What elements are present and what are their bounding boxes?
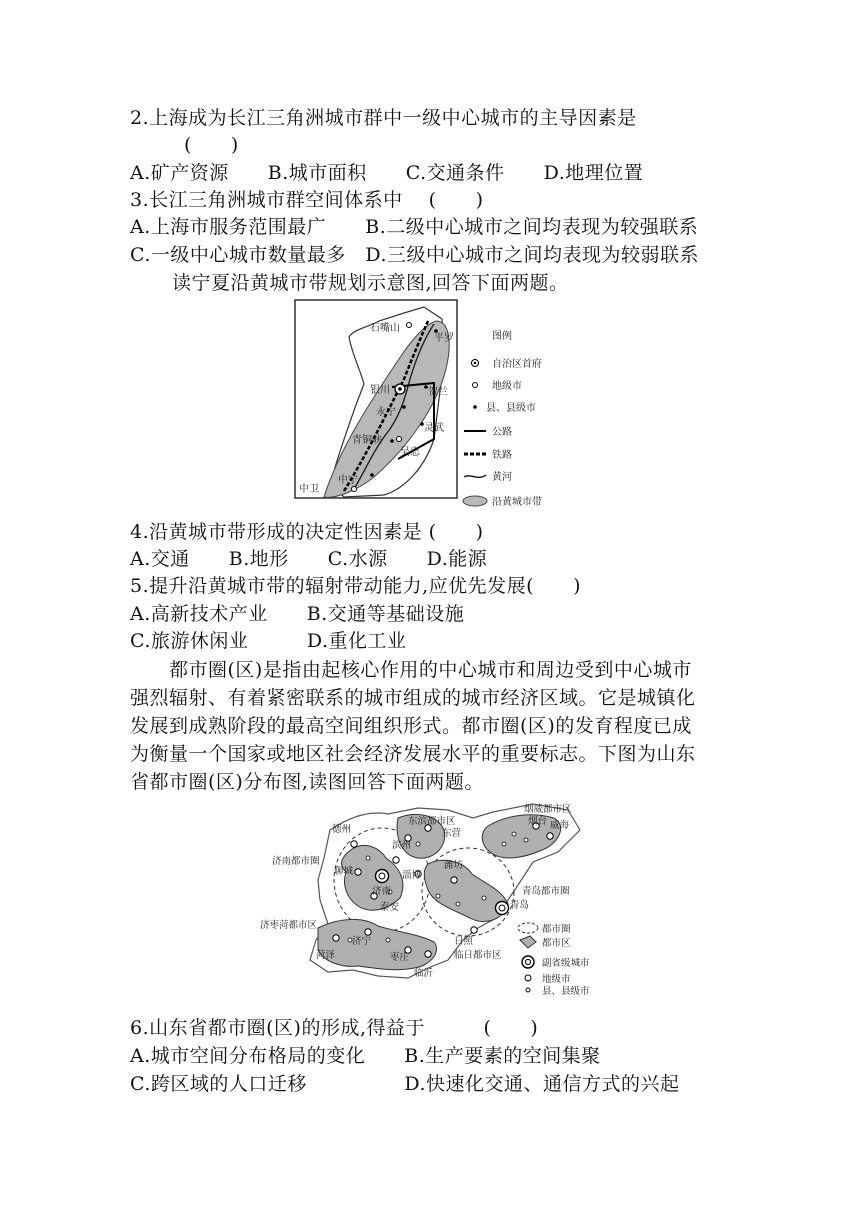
legend-label: 都市区 [542, 938, 571, 949]
map-label: 威海 [550, 820, 570, 831]
passage-line: 强烈辐射、有着紧密联系的城市组成的城市经济区域。它是城镇化 [130, 687, 696, 709]
map-label: 枣庄 [390, 952, 410, 963]
map-label: 济枣菏都市区 [260, 920, 318, 931]
q6-stem: 6.山东省都市圈(区)的形成,得益于 ( ) [130, 1017, 539, 1039]
map-label: 东营 [442, 828, 462, 839]
map-label: 临沂 [414, 968, 434, 979]
q5-options-row1: A.高新技术产业 B.交通等基础设施 [130, 603, 465, 625]
map-label: 烟台 [528, 816, 548, 827]
legend-label: 铁路 [492, 450, 512, 461]
map-label: 济南都市圈 [272, 856, 320, 867]
q6-options-row2: C.跨区域的人口迁移 D.快速化交通、通信方式的兴起 [130, 1073, 680, 1095]
passage-line: 发展到成熟阶段的最高空间组织形式。都市圈(区)的发育程度已成 [130, 715, 692, 737]
q2-paren: ( ) [184, 134, 239, 156]
q2-stem: 2.上海成为长江三角洲城市群中一级中心城市的主导因素是 [130, 107, 637, 129]
map-label: 日照 [454, 936, 474, 947]
place-label: 灵武 [424, 423, 444, 434]
place-label: 中卫 [299, 484, 319, 495]
map-label: 济宁 [352, 936, 372, 947]
legend-title: 图例 [492, 331, 512, 342]
q6-options-row1: A.城市空间分布格局的变化 B.生产要素的空间集聚 [130, 1045, 601, 1067]
q3-stem: 3.长江三角洲城市群空间体系中 ( ) [130, 189, 484, 211]
passage-line: 省都市圈(区)分布图,读图回答下面两题。 [130, 771, 484, 793]
legend-label: 沿黄城市带 [492, 497, 542, 508]
map-label: 东滨都市区 [408, 816, 456, 827]
legend-label: 副省级城市 [542, 958, 590, 969]
map-label: 临日都市区 [454, 950, 502, 961]
map-label: 潍坊 [444, 860, 464, 871]
legend-label: 县、县级市 [542, 986, 590, 997]
q4-stem: 4.沿黄城市带形成的决定性因素是 ( ) [130, 521, 484, 543]
map-label: 青岛都市圈 [522, 886, 570, 897]
legend-label: 地级市 [542, 974, 571, 985]
map-label: 菏泽 [316, 950, 336, 961]
place-label: 中宁 [338, 475, 358, 486]
place-label: 石嘴山 [370, 323, 400, 334]
map-label: 淄博 [402, 870, 422, 881]
legend-label: 黄河 [492, 472, 512, 483]
passage-line: 都市圈(区)是指由起核心作用的中心城市和周边受到中心城市 [130, 659, 692, 681]
place-label: 青铜峡 [352, 435, 382, 446]
map-label: 聊城 [334, 866, 354, 877]
legend-label: 地级市 [492, 381, 522, 392]
place-label: 贺兰 [428, 387, 448, 398]
q5-options-row2: C.旅游休闲业 D.重化工业 [130, 630, 407, 652]
place-label: 永宁 [376, 407, 396, 418]
q2-options: A.矿产资源 B.城市面积 C.交通条件 D.地理位置 [130, 162, 644, 184]
place-label: 吴忠 [400, 447, 420, 458]
legend-label: 都市圈 [542, 924, 571, 935]
legend-label: 自治区首府 [492, 359, 542, 370]
q3-options-row2: C.一级中心城市数量最多 D.三级中心城市之间均表现为较弱联系 [130, 244, 699, 266]
q4-options: A.交通 B.地形 C.水源 D.能源 [130, 548, 488, 570]
map-label: 烟威都市区 [524, 804, 572, 815]
place-label: 平罗 [434, 333, 454, 344]
map-label: 青岛 [510, 900, 530, 911]
map-label: 泰安 [380, 902, 400, 913]
legend-label: 县、县级市 [486, 403, 536, 414]
intro-ningxia: 读宁夏沿黄城市带规划示意图,回答下面两题。 [172, 272, 569, 294]
map-label: 滨州 [392, 840, 412, 851]
q5-stem: 5.提升沿黄城市带的辐射带动能力,应优先发展( ) [130, 575, 581, 597]
shandong-map [258, 800, 606, 1006]
passage-line: 为衡量一个国家或地区社会经济发展水平的重要标志。下图为山东 [130, 743, 696, 765]
legend-label: 公路 [492, 427, 512, 438]
map-label: 济南 [372, 886, 392, 897]
q3-options-row1: A.上海市服务范围最广 B.二级中心城市之间均表现为较强联系 [130, 216, 699, 238]
map-label: 德州 [332, 824, 352, 835]
ningxia-map [294, 299, 564, 512]
place-label: 银川 [370, 385, 390, 396]
